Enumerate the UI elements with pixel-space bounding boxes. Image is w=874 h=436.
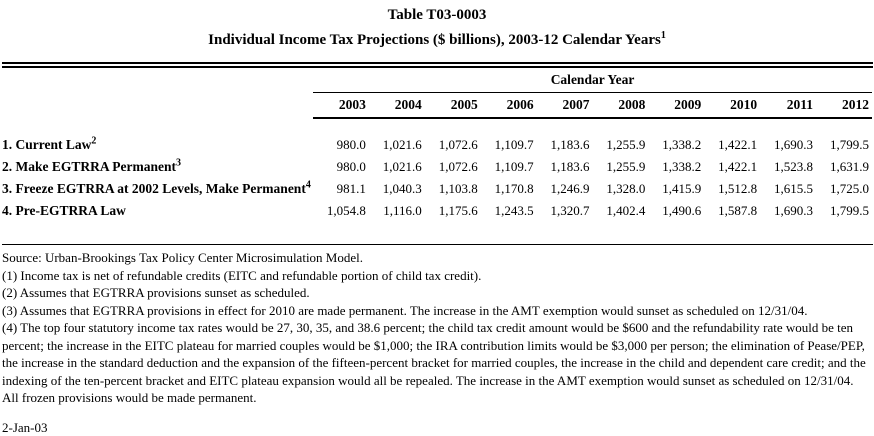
year-header-2004: 2004 <box>369 92 425 118</box>
row-footnote-marker: 2 <box>91 135 97 147</box>
cell-value: 1,402.4 <box>606 203 646 218</box>
year-header-2006: 2006 <box>481 92 537 118</box>
table-number-title: Table T03-0003 <box>387 7 487 23</box>
year-header-2007: 2007 <box>537 92 593 118</box>
cell-value: 1,422.1 <box>718 159 758 174</box>
row-footnote-marker: 4 <box>305 179 311 191</box>
calendar-year-spanner-row <box>2 68 872 92</box>
row-label-text: 1. Current Law <box>2 137 92 152</box>
spacer-row <box>2 118 872 134</box>
footnote-2: (2) Assumes that EGTRRA provisions sunset as scheduled. <box>2 285 310 300</box>
calendar-year-header: Calendar Year <box>313 68 872 92</box>
cell-value: 1,690.3 <box>774 137 814 152</box>
footnote-3: (3) Assumes that EGTRRA provisions in effect for 2010 are made permanent. The increase in the AMT exemption would sunset as scheduled on 12/31/04. <box>2 302 808 318</box>
footnote-1: (1) Income tax is net of refundable credits (EITC and refundable portion of child tax credit). <box>2 267 482 283</box>
cell-value: 1,320.7 <box>550 203 590 218</box>
cell-value: 1,175.6 <box>438 203 478 218</box>
cell-value: 1,799.5 <box>830 137 869 152</box>
table-main-title <box>2 24 872 49</box>
cell-value: 1,170.8 <box>494 181 534 196</box>
row-label <box>2 200 313 222</box>
cell-value: 1,512.8 <box>718 181 758 196</box>
cell-value: 1,072.6 <box>438 159 478 174</box>
cell-value: 1,631.9 <box>830 159 869 174</box>
cell-value: 1,422.1 <box>718 137 758 152</box>
table-row-pre-egtrra-law <box>2 200 872 222</box>
cell-value: 1,021.6 <box>382 137 422 152</box>
footnote-4: (4) The top four statutory income tax rates would be 27, 30, 35, and 38.6 percent; the child tax credit amount would be $600 and the refundability rate would be ten percent; the increase in the EITC plateau for married couples would be $1,000; the IRA contribution limits would be $3,000 per person; the elimination of Pease/PEP, the increase in the standard deduction and the expansion of the fifteen-percent bracket for married couples, the increase in the child and dependent care credit; and the indexing of the ten-percent bracket and EITC plateau expansion would all be repealed. The increase in the AMT exemption would sunset as scheduled on 12/31/04. All frozen provisions would be made permanent. <box>2 320 866 405</box>
year-header-2008: 2008 <box>592 92 648 118</box>
row-label <box>2 134 313 156</box>
year-header-2005: 2005 <box>425 92 481 118</box>
footnote-separator-rule <box>2 244 873 245</box>
year-header-2003: 2003 <box>313 92 369 118</box>
cell-value: 1,183.6 <box>550 137 590 152</box>
cell-value: 1,054.8 <box>326 203 366 218</box>
cell-value: 1,615.5 <box>774 181 814 196</box>
row-footnote-marker: 3 <box>175 157 181 169</box>
cell-value: 981.1 <box>336 181 366 196</box>
title-footnote-marker: 1 <box>660 30 666 41</box>
cell-value: 1,109.7 <box>494 137 534 152</box>
cell-value: 980.0 <box>336 137 366 152</box>
year-header-row <box>2 92 872 118</box>
cell-value: 1,183.6 <box>550 159 590 174</box>
spanner-empty-cell <box>2 68 313 92</box>
cell-value: 1,246.9 <box>550 181 590 196</box>
cell-value: 1,490.6 <box>662 203 702 218</box>
cell-value: 1,328.0 <box>606 181 646 196</box>
cell-value: 1,415.9 <box>662 181 702 196</box>
year-header-2011: 2011 <box>760 92 816 118</box>
cell-value: 1,109.7 <box>494 159 534 174</box>
cell-value: 1,338.2 <box>662 159 702 174</box>
cell-value: 1,255.9 <box>606 137 646 152</box>
cell-value: 1,040.3 <box>382 181 422 196</box>
cell-value: 1,523.8 <box>774 159 814 174</box>
source-note: Source: Urban-Brookings Tax Policy Center Microsimulation Model. <box>2 250 363 265</box>
table-main-title-text: Individual Income Tax Projections ($ billions), 2003-12 Calendar Years <box>208 32 661 48</box>
row-label <box>2 178 313 200</box>
table-row-make-egtrra-permanent <box>2 156 872 178</box>
cell-value: 1,799.5 <box>830 203 869 218</box>
cell-value: 1,116.0 <box>383 203 422 218</box>
cell-value: 1,021.6 <box>382 159 422 174</box>
spacer-cell <box>2 118 872 134</box>
year-header-2010: 2010 <box>704 92 760 118</box>
year-row-empty-cell <box>2 92 313 118</box>
year-header-2009: 2009 <box>648 92 704 118</box>
footnotes-section <box>2 249 872 407</box>
row-label-text: 2. Make EGTRRA Permanent <box>2 159 176 174</box>
cell-value: 980.0 <box>336 159 366 174</box>
cell-value: 1,103.8 <box>438 181 478 196</box>
year-header-2012: 2012 <box>816 92 872 118</box>
projections-table <box>2 68 872 222</box>
table-row-current-law <box>2 134 872 156</box>
cell-value: 1,072.6 <box>438 137 478 152</box>
cell-value: 1,255.9 <box>606 159 646 174</box>
cell-value: 1,587.8 <box>718 203 758 218</box>
row-label <box>2 156 313 178</box>
cell-value: 1,338.2 <box>662 137 702 152</box>
row-label-text: 4. Pre-EGTRRA Law <box>2 203 126 218</box>
cell-value: 1,690.3 <box>774 203 814 218</box>
cell-value: 1,243.5 <box>494 203 534 218</box>
cell-value: 1,725.0 <box>830 181 869 196</box>
table-row-freeze-egtrra-2002 <box>2 178 872 200</box>
date-stamp: 2-Jan-03 <box>2 419 48 435</box>
row-label-text: 3. Freeze EGTRRA at 2002 Levels, Make Permanent <box>2 181 306 196</box>
